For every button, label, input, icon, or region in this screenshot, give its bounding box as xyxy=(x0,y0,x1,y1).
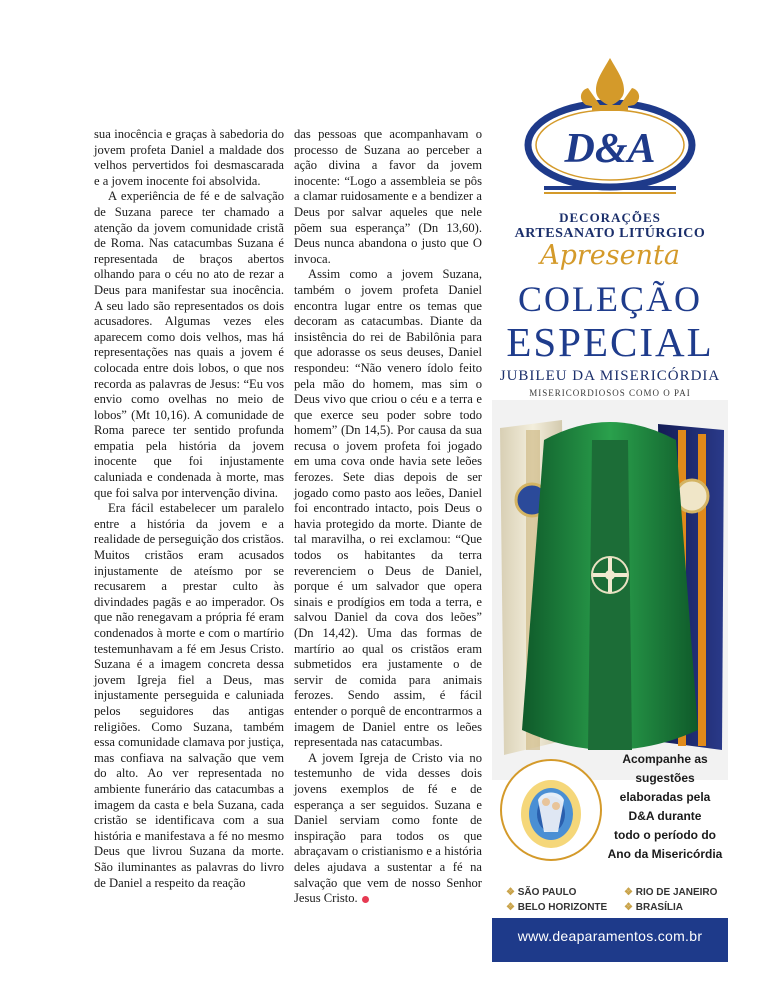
jubilee-seal xyxy=(498,740,604,880)
apresenta-script: Apresenta xyxy=(540,240,680,271)
promo-line: elaboradas pela xyxy=(619,790,711,804)
promo-text xyxy=(602,750,728,864)
paragraph: Era fácil estabelecer um paralelo entre a história da jovem e a realidade de perseguição dos cristãos. Muitos cristãos eram acusados injustamente de ateísmo por se recusarem a prestar culto às divindades pagãs e ao imperador. Os que não renegavam a própria fé eram condenados à morte e com o martírio testemunhavam a fé em Jesus Cristo. Suzana é a imagem concreta dessa jovem Igreja fiel a Deus, mas injustamente perseguida e caluniada pelos seguidores das antigas religiões. Como Suzana, também essa comunidade clamava por justiça, mas confiava na salvação que vem do alto. Ao ver representada no ambiente funerário das catacumbas a imagem da casta e bela Suzana, cada cristão se identificava com a sua história e manifestava a fé no mesmo Deus que livrou Suzana da morte. São iluminantes as palavras do livro de Daniel a respeito da reação xyxy=(94,501,284,890)
city-item: ❖ BELO HORIZONTE xyxy=(506,901,607,915)
paragraph: Assim como a jovem Suzana, também o jovem profeta Daniel encontra lugar entre os temas que decoram as catacumbas. Diante da insistência do rei de Babilônia para que adorasse os seus deuses, Daniel respondeu: “Não venero ídolo feito pela mão do homem, mas sim o Deus vivo que criou o céu e a terra e que exerce seu poder sobre todo homem” (Dn 14,5). Por causa da sua recusa o jovem profeta foi jogado em uma cova onde havia sete leões ferozes. Sete dias depois de ser jogado como pasto aos leões, Daniel foi encontrado intacto, pois Deus o havia protegido da morte. Diante de tal maravilha, o rei exclamou: “Que todos os habitantes da terra reverenciem o Deus de Daniel, porque é um salvador que opera sinais e prodígios em toda a terra, e salvou Daniel da cova dos leões” (Dn 14,42). Uma das formas de martírio ao qual os cristãos eram submetidos era justamente o de servir de comida para animais ferozes. Sendo assim, é fácil entender o porquê de encontrarmos a imagem de Daniel entre os leões representada nas catacumbas. xyxy=(294,267,482,750)
promo-line: Ano da Misericórdia xyxy=(607,847,723,861)
promo-line: todo o período do xyxy=(614,828,716,842)
paragraph: das pessoas que acompanhavam o processo de Suzana ao perceber a ação divina a favor da jovem inocente: “Logo a assembleia se pôs a clamar ruidosamente e a bendizer a Deus por salvar aqueles que nele põem sua esperança” (Dn 13,60). Deus nunca abandona o justo que O invoca. xyxy=(294,127,482,266)
promo-line: D&A durante xyxy=(628,809,702,823)
especial-heading: ESPECIAL xyxy=(506,319,714,365)
article-column-2 xyxy=(294,127,482,907)
brand-line-1: DECORAÇÕES xyxy=(559,210,661,225)
promo-line: sugestões xyxy=(635,771,695,785)
brand-line-2: ARTESANATO LITÚRGICO xyxy=(514,226,706,241)
website-link[interactable]: www.deaparamentos.com.br xyxy=(517,928,703,944)
da-logo xyxy=(492,50,728,200)
article-column-1 xyxy=(94,127,284,891)
end-of-article-mark xyxy=(362,896,369,903)
city-item: ❖ RIO DE JANEIRO xyxy=(624,886,717,900)
paragraph: A experiência de fé e de salvação de Suzana parece ter chamado a atenção da jovem comunidade cristã de Roma. Nas catacumbas Suzana é representada de braços abertos olhando para o céu no ato de rezar a Deus para manifestar sua inocência. A seu lado são representados os dois acusadores. Algumas vezes eles aparecem como dois velhos, mas há representações nas quais a jovem é colocada entre dois lobos, o que nos recorda as palavras de Jesus: “Eu vos envio como ovelhas no meio de lobos” (Mt 10,16). A comunidade de Roma parece ter sentido profunda empatia pela história da jovem inocente que foi injustamente caluniada e condenada à morte, mas que foi salva por intervenção divina. xyxy=(94,189,284,500)
jubileu-heading: JUBILEU DA MISERICÓRDIA xyxy=(499,368,721,384)
paragraph-text: A jovem Igreja de Cristo via no testemunho de vida desses dois jovens exemplos de fé e de esperança a ser seguidos. Suzana e Daniel serviam como fonte de inspiração para todos os que abraçavam o cristianismo e a história deles ajudava a sustentar a fé na salvação que vem de nosso Senhor Jesus Cristo. xyxy=(294,750,482,906)
colecao-heading: COLEÇÃO xyxy=(518,279,702,319)
city-item: ❖ SÃO PAULO xyxy=(506,886,576,900)
paragraph: sua inocência e graças à sabedoria do jovem profeta Daniel a maldade dos velhos pervertidos foi desmascarada e a jovem inocente foi absolvida. xyxy=(94,127,284,188)
logo-text: D&A xyxy=(564,126,656,172)
advertisement[interactable] xyxy=(492,50,728,962)
city-item: ❖ BRASÍLIA xyxy=(624,901,683,915)
paragraph xyxy=(294,751,482,907)
jubileu-motto: MISERICORDIOSOS COMO O PAI xyxy=(529,388,691,398)
vestments-image xyxy=(492,400,728,780)
promo-line: Acompanhe as xyxy=(622,752,708,766)
